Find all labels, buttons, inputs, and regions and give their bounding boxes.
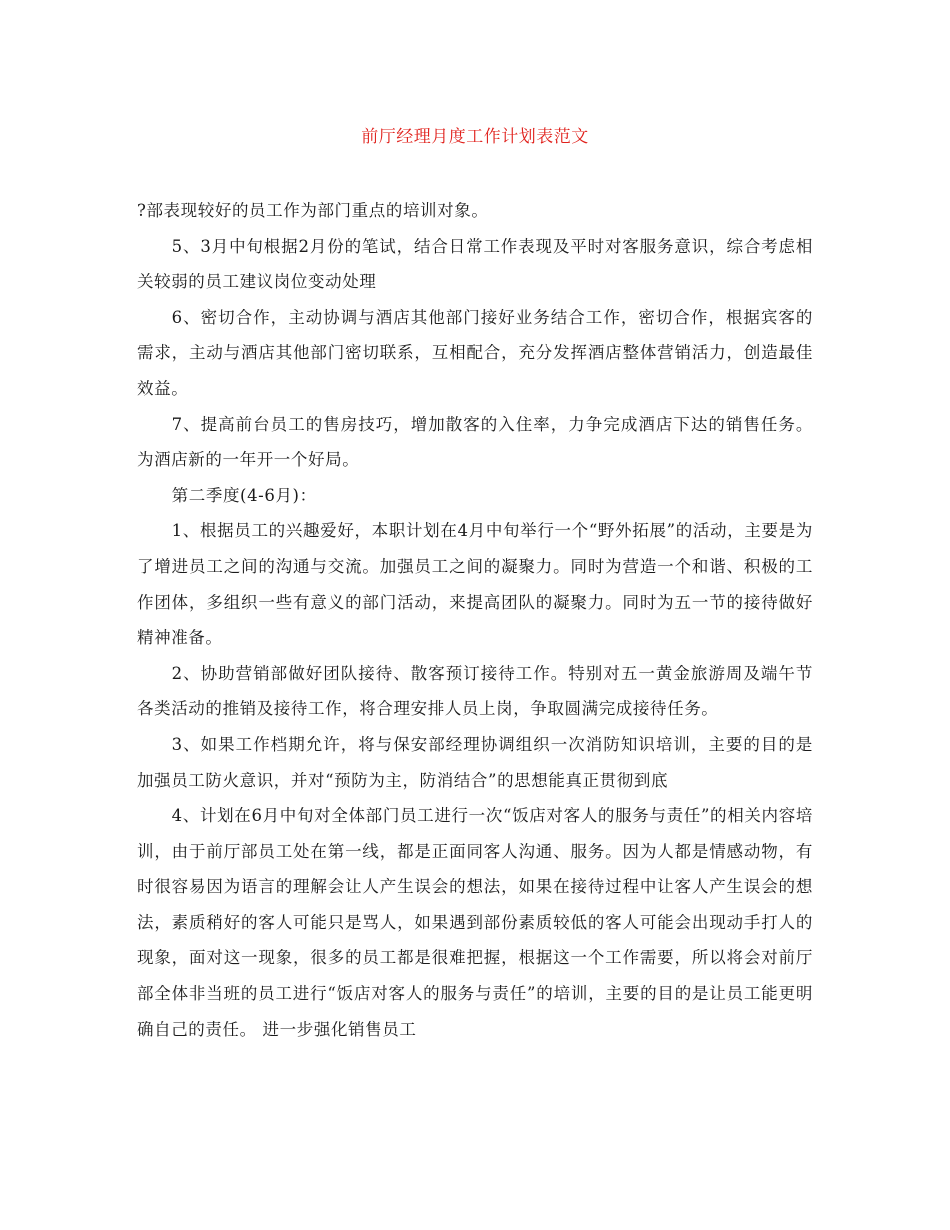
- paragraph-q2-item-4: 4、计划在6月中旬对全体部门员工进行一次“饭店对客人的服务与责任”的相关内容培训，由于前厅部员工处在第一线，都是正面同客人沟通、服务。因为人都是情感动物，有时很容易因为语言的理解会让人产生误会的想法，如果在接待过程中让客人产生误会的想法，素质稍好的客人可能只是骂人，如果遇到部份素质较低的客人可能会出现动手打人的现象，面对这一现象，很多的员工都是很难把握，根据这一个工作需要，所以将会对前厅部全体非当班的员工进行“饭店对客人的服务与责任”的培训，主要的目的是让员工能更明确自己的责任。 进一步强化销售员工: [137, 806, 813, 1039]
- document-body: [137, 193, 813, 1047]
- paragraph-q2-item-2: 2、协助营销部做好团队接待、散客预订接待工作。特别对五一黄金旅游周及端午节各类活动的推销及接待工作，将合理安排人员上岗，争取圆满完成接待任务。: [137, 663, 813, 719]
- paragraph-q2-item-1: 1、根据员工的兴趣爱好，本职计划在4月中旬举行一个“野外拓展”的活动，主要是为了增进员工之间的沟通与交流。加强员工之间的凝聚力。同时为营造一个和谐、积极的工作团体，多组织一些有意义的部门活动，来提高团队的凝聚力。同时为五一节的接待做好精神准备。: [137, 521, 813, 648]
- paragraph-continued: ?部表现较好的员工作为部门重点的培训对象。: [137, 201, 489, 220]
- paragraph-item-5: 5、3月中旬根据2月份的笔试，结合日常工作表现及平时对客服务意识，综合考虑相关较弱的员工建议岗位变动处理: [137, 236, 813, 292]
- paragraph-item-6: 6、密切合作，主动协调与酒店其他部门接好业务结合工作，密切合作，根据宾客的需求，主动与酒店其他部门密切联系，互相配合，充分发挥酒店整体营销活力，创造最佳效益。: [137, 307, 813, 398]
- paragraph-item-7: 7、提高前台员工的售房技巧，增加散客的入住率，力争完成酒店下达的销售任务。为酒店新的一年开一个好局。: [137, 414, 813, 470]
- document-title: 前厅经理月度工作计划表范文: [361, 127, 589, 147]
- section-heading-q2: 第二季度(4-6月)：: [171, 485, 317, 505]
- paragraph-q2-item-3: 3、如果工作档期允许，将与保安部经理协调组织一次消防知识培训，主要的目的是加强员工防火意识，并对“预防为主，防消结合”的思想能真正贯彻到底: [137, 734, 813, 790]
